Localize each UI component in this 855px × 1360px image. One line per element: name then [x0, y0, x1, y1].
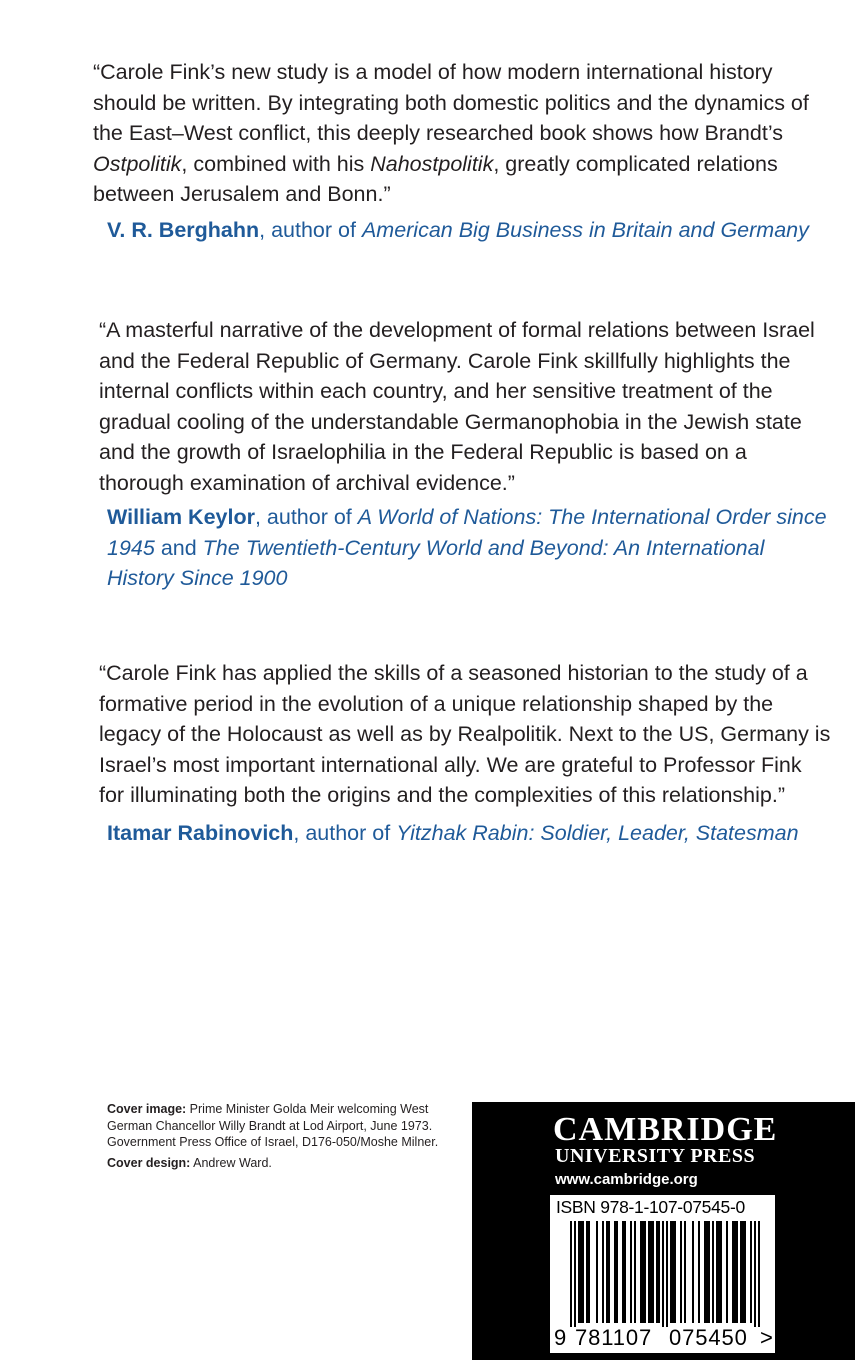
barcode-bar: [736, 1221, 738, 1323]
endorsement-quote-1: [93, 57, 823, 210]
barcode-bar: [570, 1221, 572, 1327]
barcode-bar: [708, 1221, 710, 1323]
italic-title: Yitzhak Rabin: Soldier, Leader, Statesman: [396, 821, 799, 845]
barcode-bar: [672, 1221, 674, 1323]
barcode-bar: [634, 1221, 636, 1323]
barcode-arrow: >: [760, 1325, 773, 1350]
barcode-bar: [616, 1221, 618, 1323]
barcode-bar: [674, 1221, 676, 1323]
endorser-name: William Keylor: [107, 505, 255, 529]
barcode-bar: [588, 1221, 590, 1323]
barcode-bar: [706, 1221, 708, 1323]
barcode-bar: [574, 1221, 576, 1327]
text-run: and: [154, 535, 203, 560]
barcode-bar: [644, 1221, 646, 1323]
barcode-bar: [624, 1221, 626, 1323]
endorser-name: Itamar Rabinovich: [107, 821, 294, 845]
barcode-bar: [606, 1221, 608, 1323]
text-run: , author of: [293, 821, 397, 845]
barcode-bar: [740, 1221, 742, 1323]
barcode-bar: [704, 1221, 706, 1323]
barcode-bar: [758, 1221, 760, 1327]
italic-title: The Twentieth-Century World and Beyond: An International History Since 1900: [107, 535, 765, 590]
endorsement-quote-2: [99, 315, 819, 498]
barcode-left-digits: 781107: [575, 1325, 653, 1350]
endorsement-attribution-3: [107, 818, 827, 849]
isbn-label: ISBN 978-1-107-07545-0: [556, 1197, 745, 1217]
cover-design-credit: Cover design: Andrew Ward.: [107, 1155, 272, 1170]
barcode-bar: [578, 1221, 580, 1323]
barcode-bar: [732, 1221, 734, 1323]
barcode-bar: [652, 1221, 654, 1323]
endorser-credential: [293, 821, 798, 845]
barcode-bar: [596, 1221, 598, 1323]
barcode-bar: [580, 1221, 582, 1323]
barcode: [550, 1221, 775, 1327]
publisher-logo: CAMBRIDGE: [553, 1111, 778, 1148]
endorser-credential: [259, 218, 809, 242]
endorsement-attribution-1: [107, 215, 827, 246]
barcode-bar: [726, 1221, 728, 1323]
barcode-bar: [742, 1221, 744, 1323]
isbn-barcode-box: [550, 1195, 775, 1353]
barcode-bar: [662, 1221, 664, 1327]
barcode-bar: [734, 1221, 736, 1323]
text-run: “Carole Fink’s new study is a model of how modern international history should be written. By integrating both domestic politics and the dynamics of the East–West conflict, this deeply researched book shows how Brandt’s: [93, 60, 809, 145]
text-run: , author of: [259, 218, 362, 242]
italic-title: Ostpolitik: [93, 151, 182, 176]
barcode-bar: [754, 1221, 756, 1327]
publisher-logo-subtitle: UNIVERSITY PRESS: [555, 1145, 756, 1167]
barcode-bar: [670, 1221, 672, 1323]
barcode-bar: [586, 1221, 588, 1323]
barcode-bar: [640, 1221, 642, 1323]
text-run: , greatly complicated relations between Jerusalem and Bonn.”: [93, 151, 778, 206]
cover-image-credit: Cover image: Prime Minister Golda Meir welcoming West German Chancellor Willy Brandt at Lod Airport, June 1973. Government Press Office of Israel, D176-050/Moshe Milner.: [107, 1102, 439, 1149]
barcode-bar: [720, 1221, 722, 1323]
cover-credits: [107, 1101, 467, 1175]
barcode-bar: [622, 1221, 624, 1323]
barcode-bar: [750, 1221, 752, 1323]
publisher-url[interactable]: www.cambridge.org: [555, 1171, 698, 1188]
barcode-bar: [680, 1221, 682, 1323]
barcode-first-digit: 9: [554, 1325, 567, 1350]
text-run: “Carole Fink has applied the skills of a seasoned historian to the study of a formative period in the evolution of a unique relationship shaped by the legacy of the Holocaust as well as by Realpolitik. Next to the US, Germany is Israel’s most important international ally. We are grateful to Professor Fink for illuminating both the origins and the complexities of this relationship.”: [99, 661, 831, 807]
barcode-bar: [582, 1221, 584, 1323]
endorser-name: V. R. Berghahn: [107, 218, 260, 242]
barcode-bar: [716, 1221, 718, 1323]
barcode-bar: [656, 1221, 658, 1323]
barcode-bar: [684, 1221, 686, 1323]
italic-title: American Big Business in Britain and Germany: [361, 218, 809, 242]
barcode-bar: [698, 1221, 700, 1323]
barcode-bar: [648, 1221, 650, 1323]
text-run: , author of: [254, 505, 358, 529]
endorsement-attribution-2: [107, 502, 832, 594]
barcode-bar: [614, 1221, 616, 1323]
barcode-bar: [642, 1221, 644, 1323]
barcode-bar: [658, 1221, 660, 1323]
barcode-bar: [630, 1221, 632, 1323]
barcode-bar: [666, 1221, 668, 1327]
italic-title: Nahostpolitik: [370, 151, 494, 176]
text-run: , combined with his: [181, 151, 371, 176]
barcode-bar: [692, 1221, 694, 1323]
text-run: “A masterful narrative of the development of formal relations between Israel and the Federal Republic of Germany. Carole Fink skillfully highlights the internal conflicts within each country, and her sensitive treatment of the gradual cooling of the understandable Germanophobia in the Jewish state and the growth of Israelophilia in the Federal Republic is based on a thorough examination of archival evidence.”: [99, 318, 815, 495]
endorsement-quote-3: [99, 658, 831, 811]
barcode-bar: [602, 1221, 604, 1323]
barcode-right-digits: 075450: [669, 1325, 748, 1350]
publisher-block: [472, 1102, 855, 1360]
italic-title: A World of Nations: The International Order since 1945: [107, 505, 827, 560]
barcode-bar: [744, 1221, 746, 1323]
barcode-bar: [608, 1221, 610, 1323]
barcode-bar: [712, 1221, 714, 1323]
barcode-bar: [718, 1221, 720, 1323]
barcode-bar: [650, 1221, 652, 1323]
